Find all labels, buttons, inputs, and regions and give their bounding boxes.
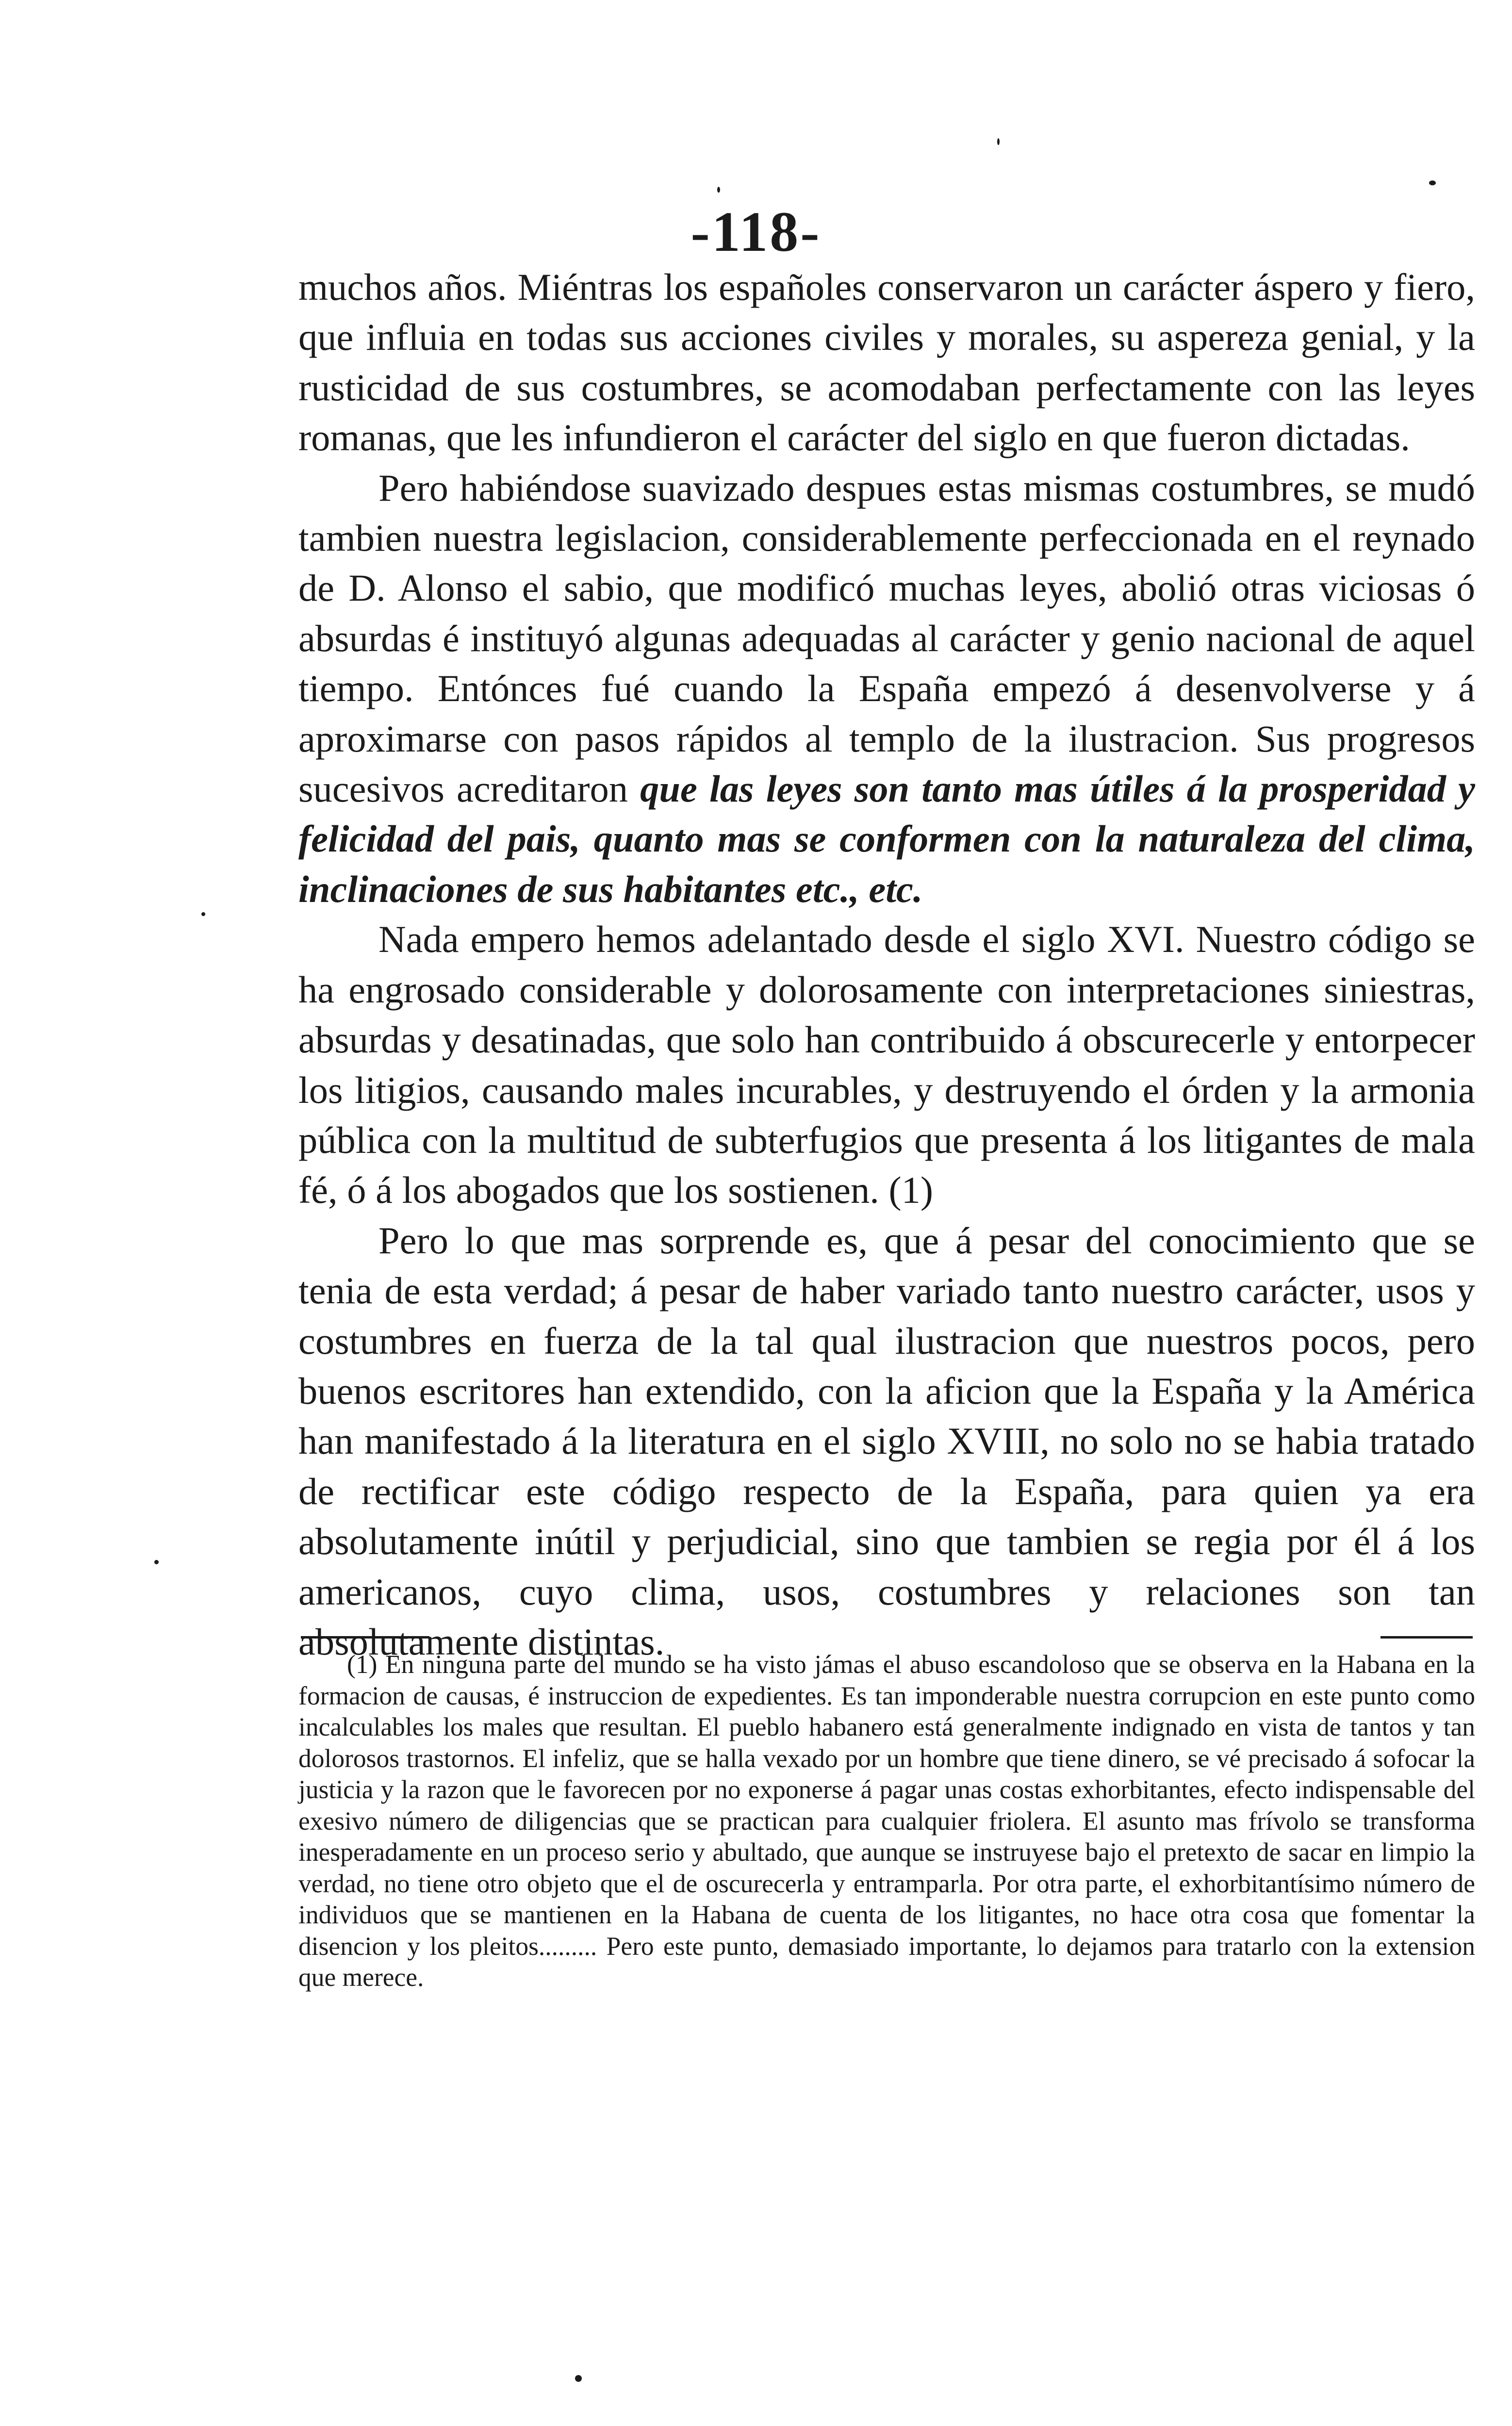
ink-speck bbox=[1429, 180, 1436, 185]
paragraph-4: Pero lo que mas sorprende es, que á pesar del conocimiento que se tenia de esta verdad; á pesar de haber variado tanto nuestro carácter, usos y costumbres en fuerza de la tal qual ilustracion que nuestros pocos, pero buenos escritores han extendido, con la aficion que la España y la América han manifestado á la literatura en el siglo XVIII, no solo no se habia tratado de rectificar este código respecto de la España, para quien ya era absolutamente inútil y perjudicial, sino que tambien se regia por él á los americanos, cuyo clima, usos, costumbres y relaciones son tan absolutamente distintas. bbox=[298, 1219, 1475, 1663]
footnote-divider-right bbox=[1381, 1636, 1473, 1639]
ink-speck bbox=[717, 187, 720, 193]
paragraph-1: muchos años. Miéntras los españoles conservaron un carácter áspero y fiero, que influia en todas sus acciones civiles y morales, su aspereza genial, y la rusticidad de sus costumbres, se acomodaban perfectamente con las leyes romanas, que les infundieron el carácter del siglo en que fueron dictadas. bbox=[298, 266, 1475, 459]
page-number: -118- bbox=[690, 200, 822, 263]
footnote-divider-left bbox=[301, 1636, 429, 1639]
paragraph-2-text: Pero habiéndose suavizado despues estas mismas costumbres, se mudó tambien nuestra legislacion, considerablemente perfeccionada en el reynado de D. Alonso el sabio, que modificó muchas leyes, abolió otras viciosas ó absurdas é instituyó algunas adequadas al carácter y genio nacional de aquel tiempo. Entónces fué cuando la España empezó á desenvolverse y á aproximarse con pasos rápidos al templo de la ilustracion. Sus progresos sucesivos acreditaron bbox=[298, 466, 1475, 810]
ink-speck bbox=[154, 1560, 159, 1564]
ink-speck bbox=[575, 2375, 582, 2382]
ink-speck bbox=[997, 138, 1000, 145]
paragraph-2-italic-quote: que las leyes son tanto mas útiles á la prosperidad y felicidad del pais, quanto mas se conformen con la naturaleza del clima, inclinaciones de sus habitantes etc., etc. bbox=[298, 768, 1475, 910]
footnote bbox=[298, 1649, 1475, 1993]
paragraph-3: Nada empero hemos adelantado desde el siglo XVI. Nuestro código se ha engrosado considerable y dolorosamente con interpretaciones siniestras, absurdas y desatinadas, que solo han contribuido á obscurecerle y entorpecer los litigios, causando males incurables, y destruyendo el órden y la armonia pública con la multitud de subterfugios que presenta á los litigantes de mala fé, ó á los abogados que los sostienen. (1) bbox=[298, 918, 1475, 1212]
paragraph-2 bbox=[298, 463, 1475, 915]
main-text bbox=[298, 262, 1475, 1667]
footnote-text: (1) En ninguna parte del mundo se ha visto jámas el abuso escandoloso que se observa en la Habana en la formacion de causas, é instruccion de expedientes. Es tan imponderable nuestra corrupcion en este punto como incalculables los males que resultan. El pueblo habanero está generalmente indignado en vista de tantos y tan dolorosos trastornos. El infeliz, que se halla vexado por un hombre que tiene dinero, se vé precisado á sofocar la justicia y la razon que le favorecen por no exponerse á pagar unas costas exhorbitantes, efecto indispensable del exesivo número de diligencias que se practican para cualquier friolera. El asunto mas frívolo se transforma inesperadamente en un proceso serio y abultado, que aunque se instruyese bajo el pretexto de sacar en limpio la verdad, no tiene otro objeto que el de oscurecerla y entramparla. Por otra parte, el exhorbitantísimo número de individuos que se mantienen en la Habana de cuenta de los litigantes, no hace otra cosa que fomentar la disencion y los pleitos......... Pero este punto, demasiado importante, lo dejamos para tratarlo con la extension que merece. bbox=[298, 1650, 1475, 1992]
ink-speck bbox=[201, 912, 205, 916]
